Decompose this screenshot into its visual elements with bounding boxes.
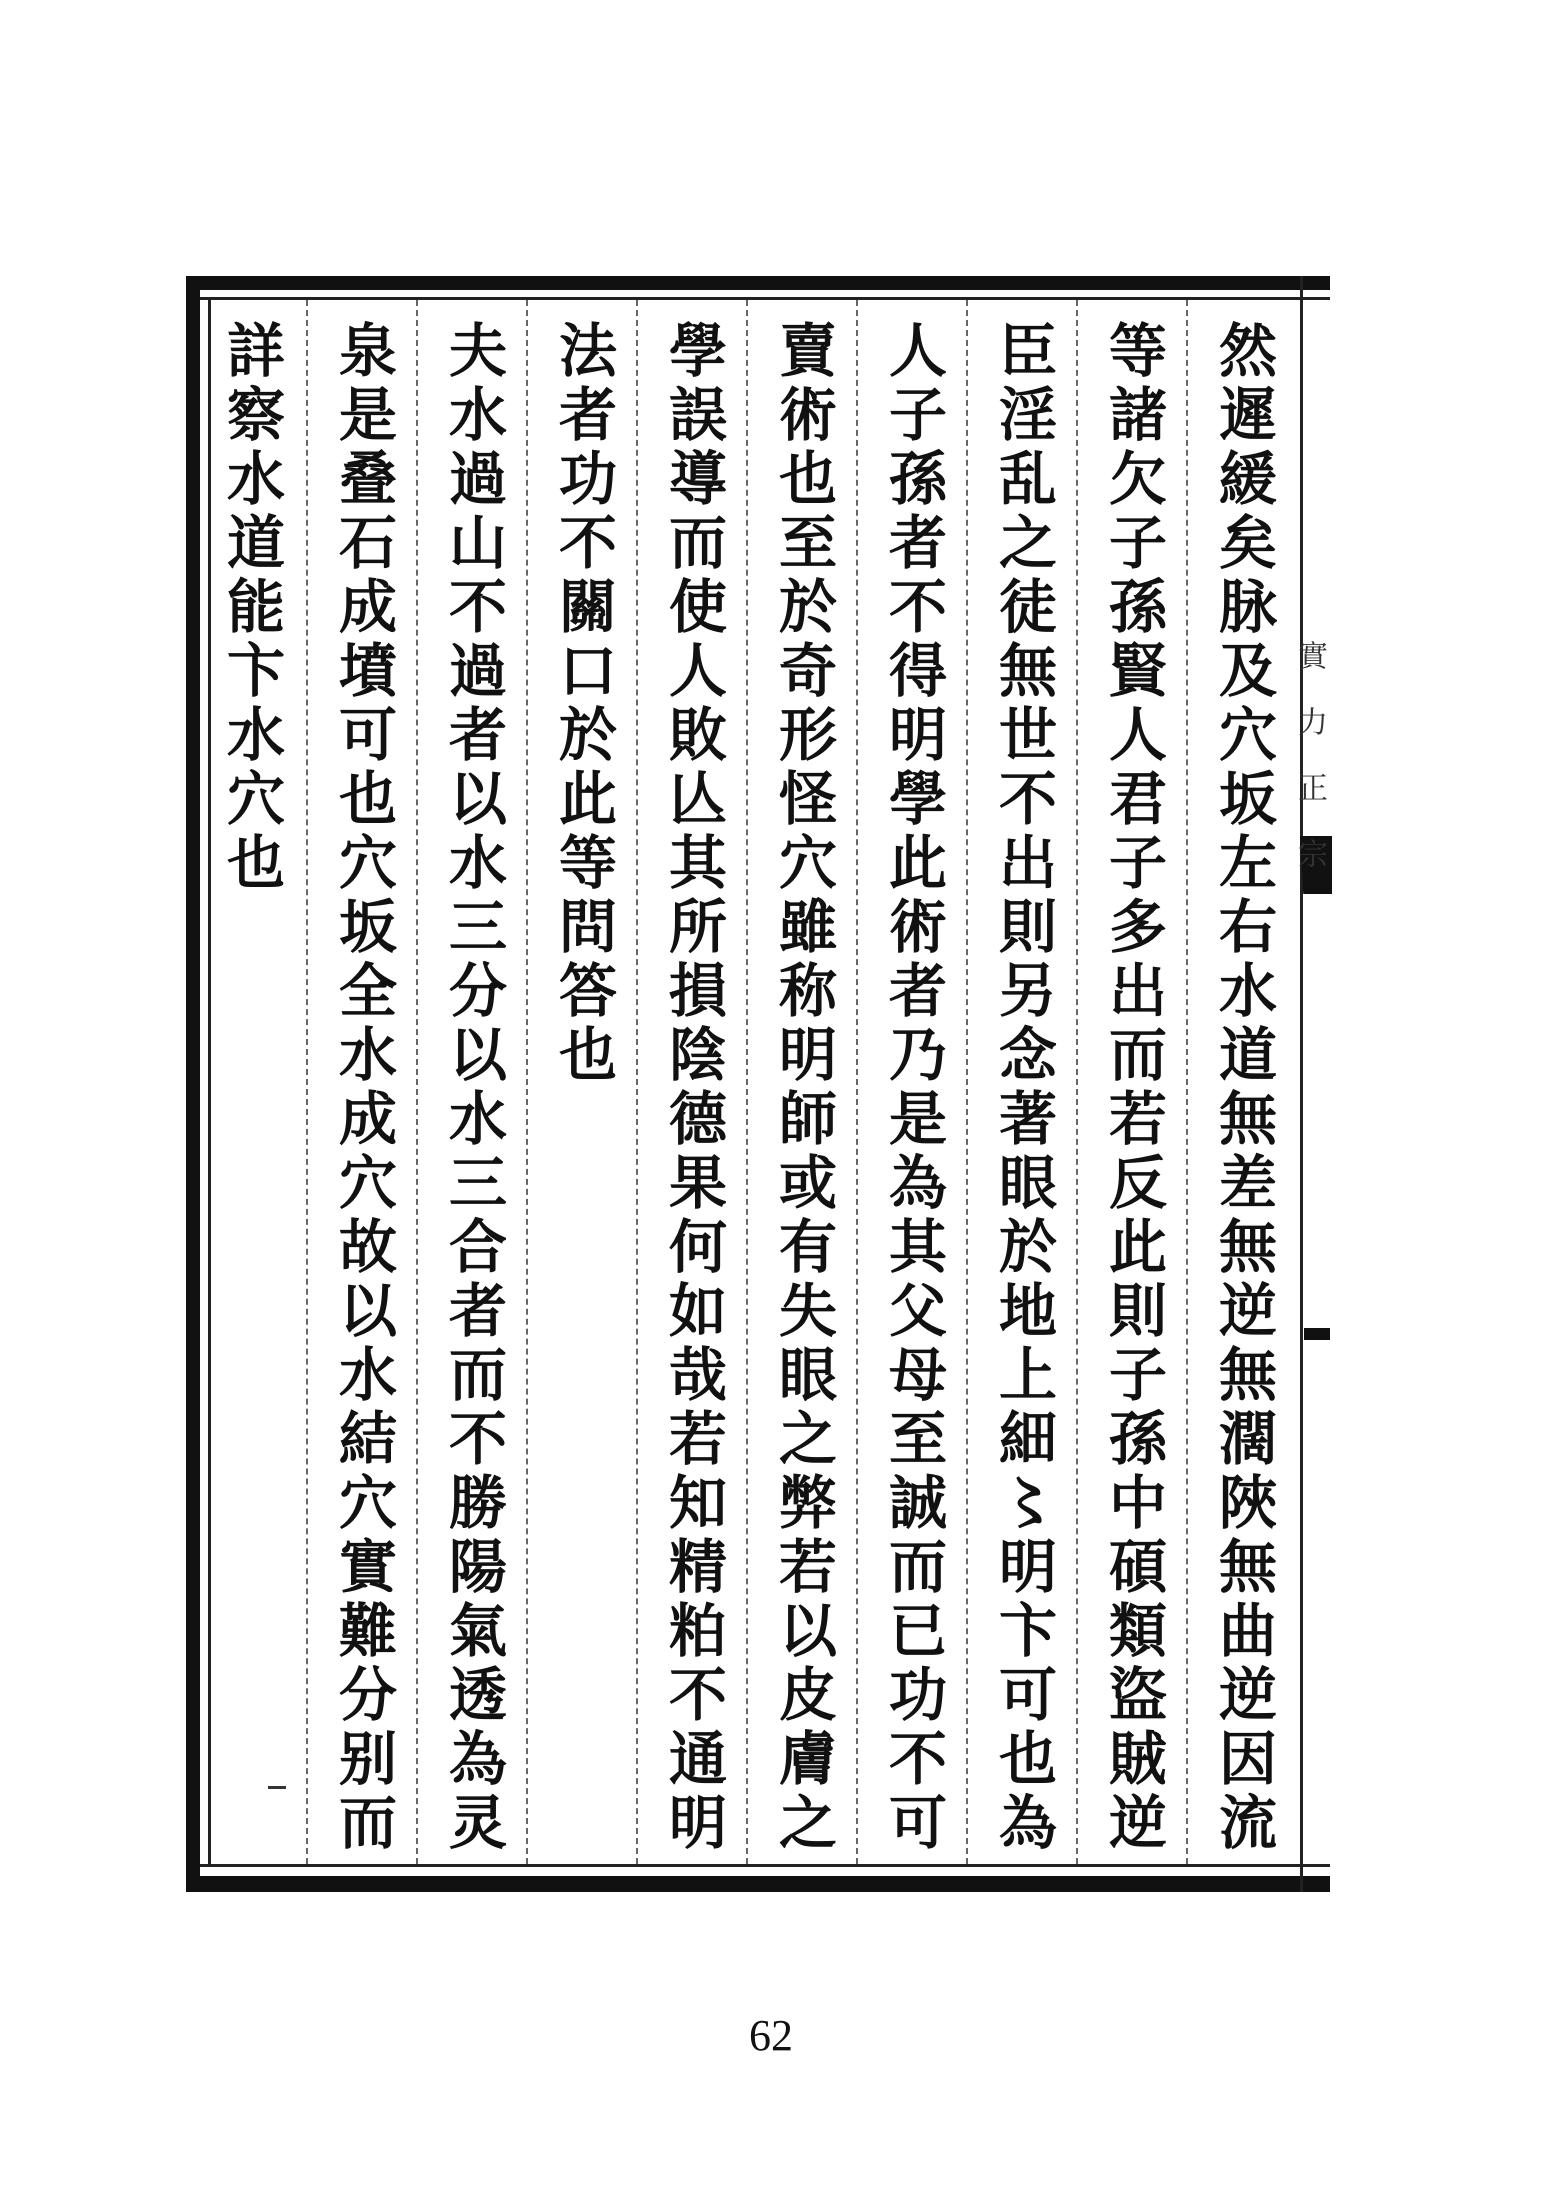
column-text: 然遲緩矣脉及穴坂左右水道無差無逆無濶陜無曲逆因流 <box>1209 320 1277 1856</box>
book-gutter <box>1292 276 1330 1892</box>
column-text: 臣淫乱之徒無世不出則另念著眼於地上細〻明卞可也為 <box>989 320 1057 1856</box>
frame-bottom-border <box>186 1876 1330 1892</box>
frame-top-border <box>186 276 1330 290</box>
column-text: 賣術也至於奇形怪穴雖称明師或有失眼之弊若以皮膚之 <box>769 320 837 1856</box>
margin-tick-mark <box>268 1786 286 1789</box>
inner-left-rule <box>208 297 211 1867</box>
column-text: 學誤導而使人敗亾其所損陰德果何如哉若知精粕不通明 <box>659 320 727 1856</box>
column-text: 泉是叠石成墳可也穴坂全水成穴故以水結穴實難分别而 <box>329 320 397 1856</box>
column-text: 等諸欠子孫賢人君子多出而若反此則子孫中碩類盜賊逆 <box>1099 320 1167 1856</box>
page-number: 62 <box>749 2011 793 2060</box>
gutter-text: 實力正宗 <box>1292 640 1327 904</box>
text-column-5 <box>746 300 856 1864</box>
frame-left-border <box>186 276 200 1892</box>
text-column-9 <box>306 300 416 1864</box>
gutter-rule <box>1300 276 1303 1892</box>
text-column-4 <box>856 300 966 1864</box>
text-column-1 <box>1186 300 1296 1864</box>
text-column-3 <box>966 300 1076 1864</box>
text-column-7 <box>526 300 636 1864</box>
gutter-bar <box>1304 1328 1330 1340</box>
column-text: 法者功不關口於此等問答也 <box>549 320 617 1088</box>
text-column-10 <box>212 300 306 1864</box>
inner-bottom-rule <box>200 1864 1330 1867</box>
column-text: 夫水過山不過者以水三分以水三合者而不勝陽氣透為灵 <box>439 320 507 1856</box>
text-column-2 <box>1076 300 1186 1864</box>
text-column-6 <box>636 300 746 1864</box>
column-text: 詳察水道能卞水穴也 <box>217 320 285 896</box>
column-text: 人子孫者不得明學此術者乃是為其父母至誠而已功不可 <box>879 320 947 1856</box>
text-column-8 <box>416 300 526 1864</box>
